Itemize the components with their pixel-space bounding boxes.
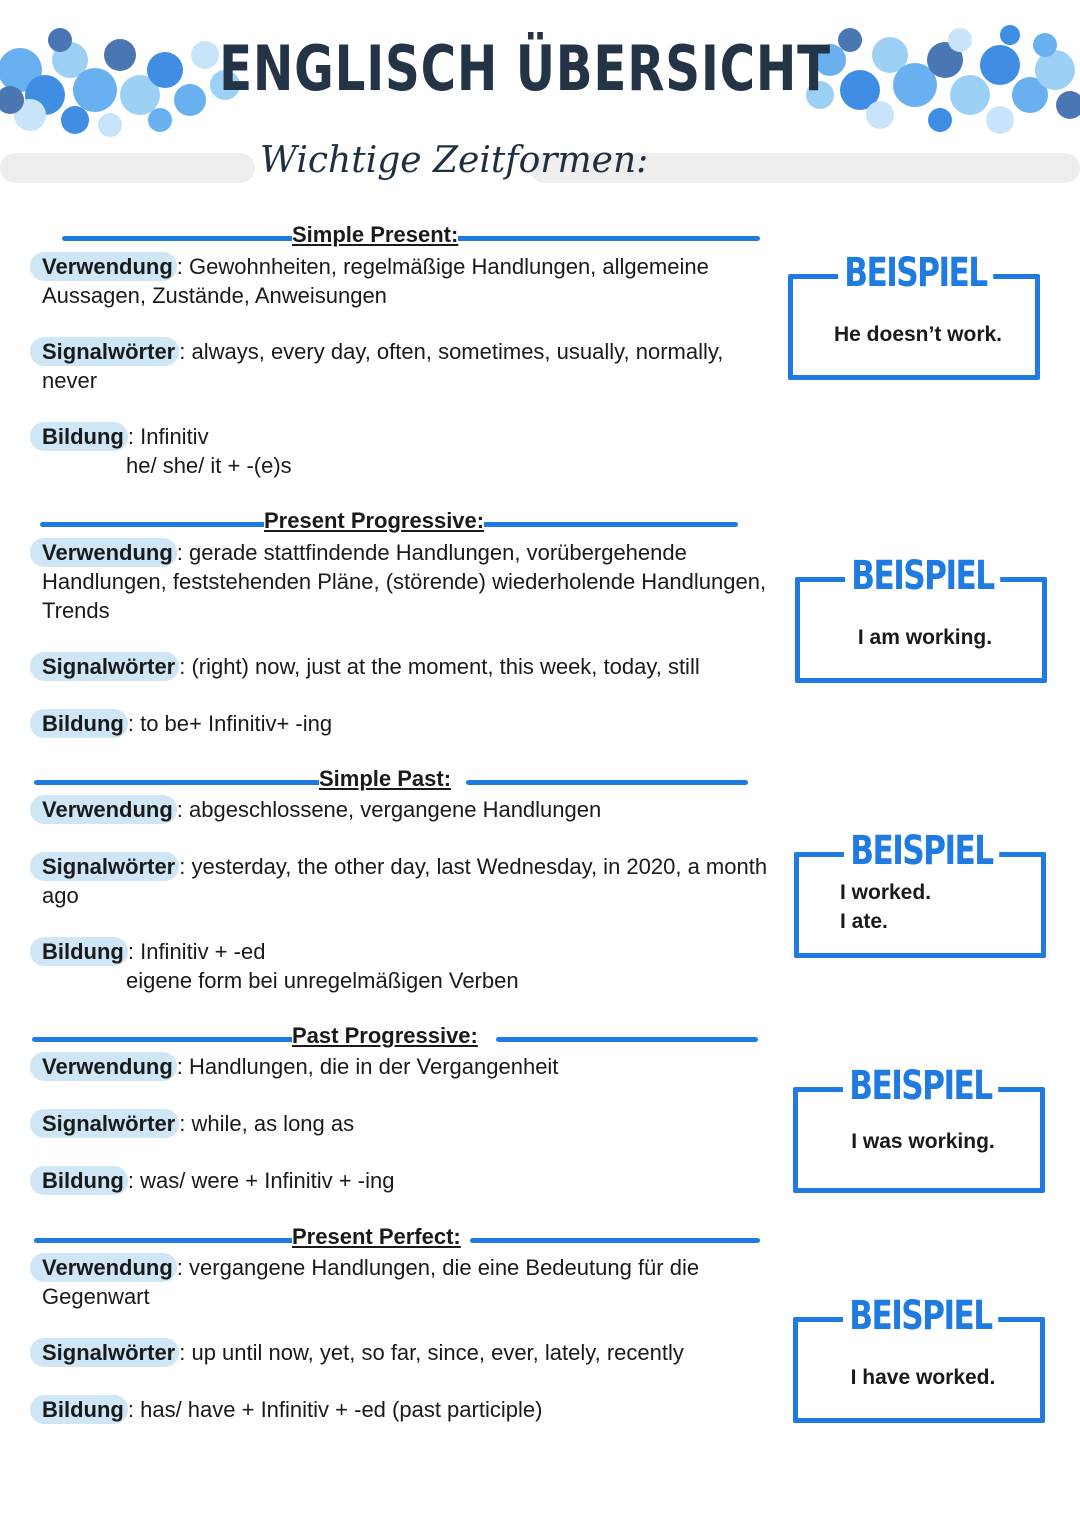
bildung-label: Bildung [30, 937, 128, 966]
beispiel-text: I am working. [857, 626, 993, 649]
beispiel-title: BEISPIEL [843, 1293, 998, 1339]
bildung-text-2: eigene form bei unregelmäßigen Verben [126, 968, 519, 993]
signalwoerter-text: : up until now, yet, so far, since, ever, lately, recently [179, 1340, 684, 1365]
beispiel-box [793, 1293, 1053, 1425]
section-title: Simple Present: [292, 222, 459, 247]
signalwoerter-text: : (right) now, just at the moment, this week, today, still [179, 654, 700, 679]
beispiel-box [795, 553, 1055, 685]
section-heading [0, 508, 780, 538]
verwendung-row [42, 1052, 782, 1081]
bildung-label: Bildung [30, 422, 128, 451]
bildung-text: : to be+ Infinitiv+ -ing [127, 711, 333, 736]
section-heading [0, 766, 780, 796]
verwendung-row [42, 252, 782, 310]
verwendung-row [42, 538, 782, 625]
page-subtitle: Wichtige Zeitformen: [260, 140, 649, 181]
verwendung-label: Verwendung [30, 538, 177, 567]
verwendung-text: : abgeschlossene, vergangene Handlungen [176, 797, 602, 822]
section-title: Simple Past: [319, 766, 452, 791]
verwendung-row [42, 795, 782, 824]
signalwoerter-row [42, 1338, 782, 1367]
verwendung-text: : Handlungen, die in der Vergangenheit [176, 1054, 559, 1079]
signalwoerter-text: : yesterday, the other day, last Wednesday, in 2020, a month ago [42, 854, 768, 908]
bildung-row [42, 709, 782, 738]
beispiel-title: BEISPIEL [838, 250, 993, 296]
verwendung-label: Verwendung [30, 252, 177, 281]
beispiel-box [793, 1063, 1053, 1195]
beispiel-text-2: I ate. [840, 910, 888, 933]
header-banner [0, 0, 1080, 150]
signalwoerter-row [42, 337, 782, 395]
signalwoerter-text: : always, every day, often, sometimes, usually, normally, never [42, 339, 724, 393]
verwendung-row [42, 1253, 782, 1311]
section-title: Past Progressive: [292, 1023, 478, 1048]
bildung-text: : Infinitiv [127, 424, 209, 449]
section-heading [0, 222, 780, 252]
signalwoerter-row [42, 1109, 782, 1138]
bildung-row [42, 937, 782, 995]
bildung-text: : Infinitiv + -ed [127, 939, 266, 964]
signalwoerter-label: Signalwörter [30, 1109, 179, 1138]
beispiel-box [794, 828, 1054, 960]
verwendung-text: : gerade stattfindende Handlungen, vorübergehende Handlungen, feststehenden Pläne, (störende) wiederholende Handlungen, Trends [42, 540, 767, 623]
verwendung-label: Verwendung [30, 795, 177, 824]
section-title: Present Progressive: [264, 508, 485, 533]
bildung-row [42, 1395, 782, 1424]
beispiel-text: He doesn’t work. [833, 323, 1003, 346]
subtitle-bar-left [0, 153, 255, 183]
beispiel-text: I was working. [851, 1130, 995, 1153]
section-heading [0, 1023, 780, 1053]
signalwoerter-label: Signalwörter [30, 852, 179, 881]
bildung-label: Bildung [30, 1395, 128, 1424]
verwendung-label: Verwendung [30, 1253, 177, 1282]
beispiel-text: I have worked. [850, 1366, 996, 1389]
bildung-label: Bildung [30, 709, 128, 738]
signalwoerter-row [42, 852, 782, 910]
bildung-row [42, 1166, 782, 1195]
signalwoerter-text: : while, as long as [179, 1111, 355, 1136]
signalwoerter-label: Signalwörter [30, 652, 179, 681]
verwendung-label: Verwendung [30, 1052, 177, 1081]
verwendung-text: : Gewohnheiten, regelmäßige Handlungen, allgemeine Aussagen, Zustände, Anweisungen [42, 254, 709, 308]
beispiel-title: BEISPIEL [845, 553, 1000, 599]
signalwoerter-label: Signalwörter [30, 1338, 179, 1367]
bildung-row [42, 422, 782, 480]
bildung-label: Bildung [30, 1166, 128, 1195]
page-title: ENGLISCH ÜBERSICHT [219, 32, 831, 105]
section-title: Present Perfect: [292, 1224, 461, 1249]
beispiel-title: BEISPIEL [843, 1063, 998, 1109]
verwendung-text: : vergangene Handlungen, die eine Bedeutung für die Gegenwart [42, 1255, 700, 1309]
bildung-text: : has/ have + Infinitiv + -ed (past participle) [127, 1397, 543, 1422]
bildung-text: : was/ were + Infinitiv + -ing [127, 1168, 395, 1193]
signalwoerter-row [42, 652, 782, 681]
beispiel-title: BEISPIEL [844, 828, 999, 874]
bildung-text-2: he/ she/ it + -(e)s [126, 453, 292, 478]
signalwoerter-label: Signalwörter [30, 337, 179, 366]
section-heading [0, 1224, 780, 1254]
beispiel-text-1: I worked. [840, 881, 932, 904]
beispiel-box [788, 250, 1048, 382]
